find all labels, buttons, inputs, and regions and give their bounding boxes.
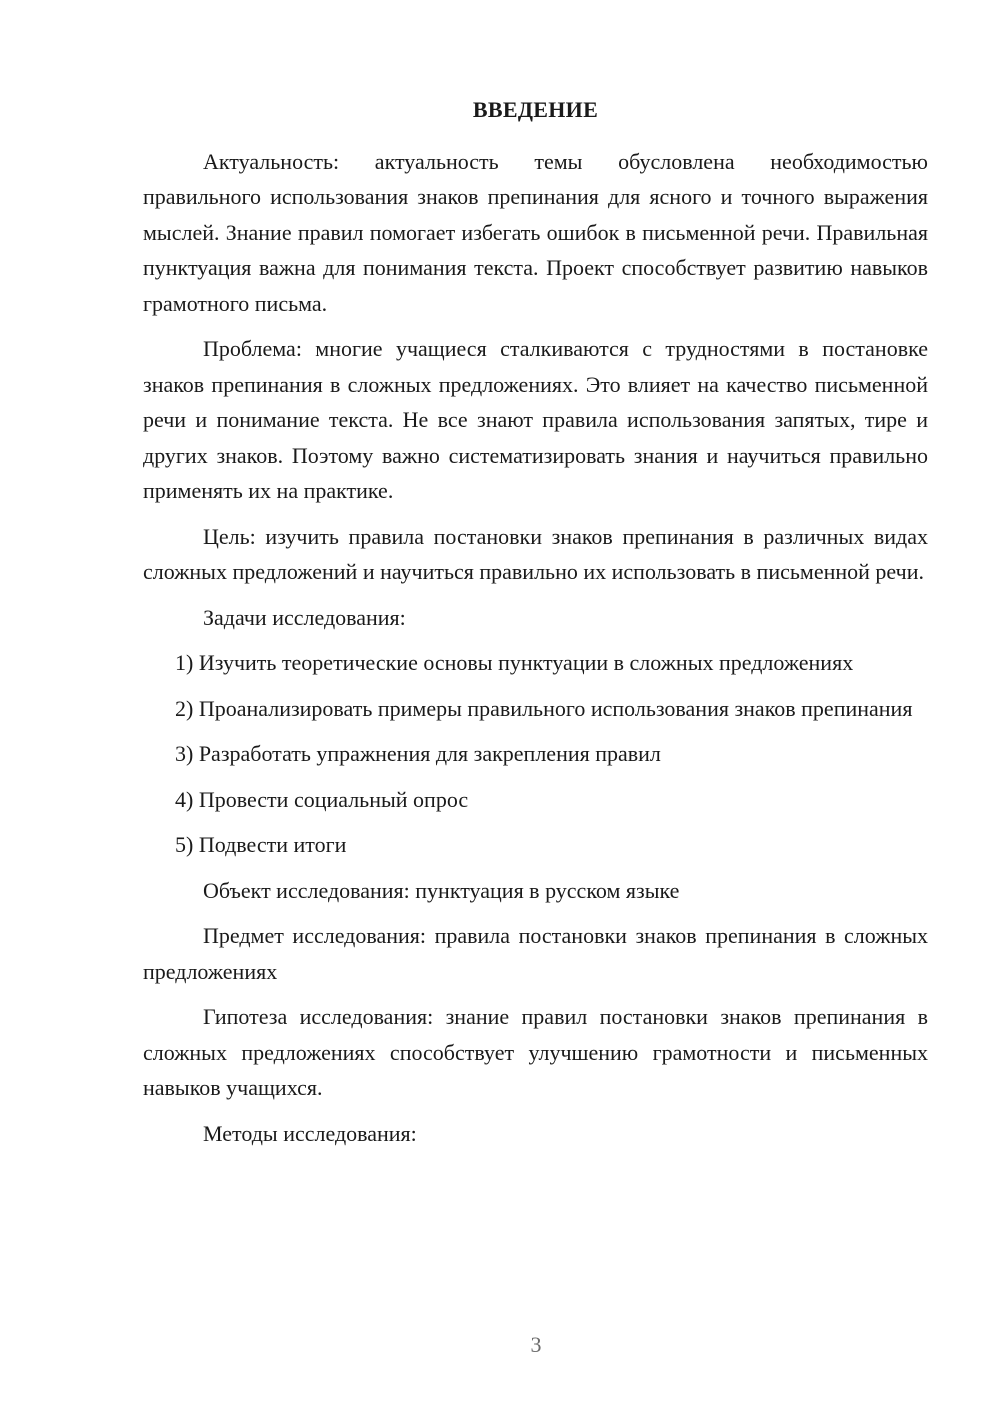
task-item: 2) Проанализировать примеры правильного использования знаков препинания: [175, 695, 913, 721]
object-paragraph: Объект исследования: пунктуация в русском языке: [203, 877, 680, 903]
tasks-heading: Задачи исследования:: [203, 604, 406, 630]
goal-paragraph: Цель: изучить правила постановки знаков препинания в различных видах сложных предложений и научиться правильно их использовать в письменной речи.: [143, 523, 928, 584]
document-page: [143, 92, 928, 1161]
task-item: 4) Провести социальный опрос: [175, 786, 469, 812]
methods-heading: Методы исследования:: [203, 1120, 417, 1146]
page-number: 3: [530, 1332, 542, 1357]
task-item: 3) Разработать упражнения для закрепления правил: [175, 741, 661, 766]
problem-paragraph: Проблема: многие учащиеся сталкиваются с трудностями в постановке знаков препинания в сложных предложениях. Это влияет на качество письменной речи и понимание текста. Не все знают правила использования запятых, тире и других знаков. Поэтому важно систематизировать знания и научиться правильно применять их на практике.: [143, 336, 928, 503]
section-title: ВВЕДЕНИЕ: [472, 97, 599, 122]
hypothesis-paragraph: Гипотеза исследования: знание правил постановки знаков препинания в сложных предложениях способствует улучшению грамотности и письменных навыков учащихся.: [143, 1004, 928, 1100]
subject-paragraph: Предмет исследования: правила постановки знаков препинания в сложных предложениях: [143, 923, 928, 984]
actuality-paragraph: Актуальность: актуальность темы обусловлена необходимостью правильного использования знаков препинания для ясного и точного выражения мыслей. Знание правил помогает избегать ошибок в письменной речи. Правильная пунктуация важна для понимания текста. Проект способствует развитию навыков грамотного письма.: [143, 148, 928, 316]
task-item: 1) Изучить теоретические основы пунктуации в сложных предложениях: [175, 650, 854, 675]
task-item: 5) Подвести итоги: [175, 832, 347, 857]
